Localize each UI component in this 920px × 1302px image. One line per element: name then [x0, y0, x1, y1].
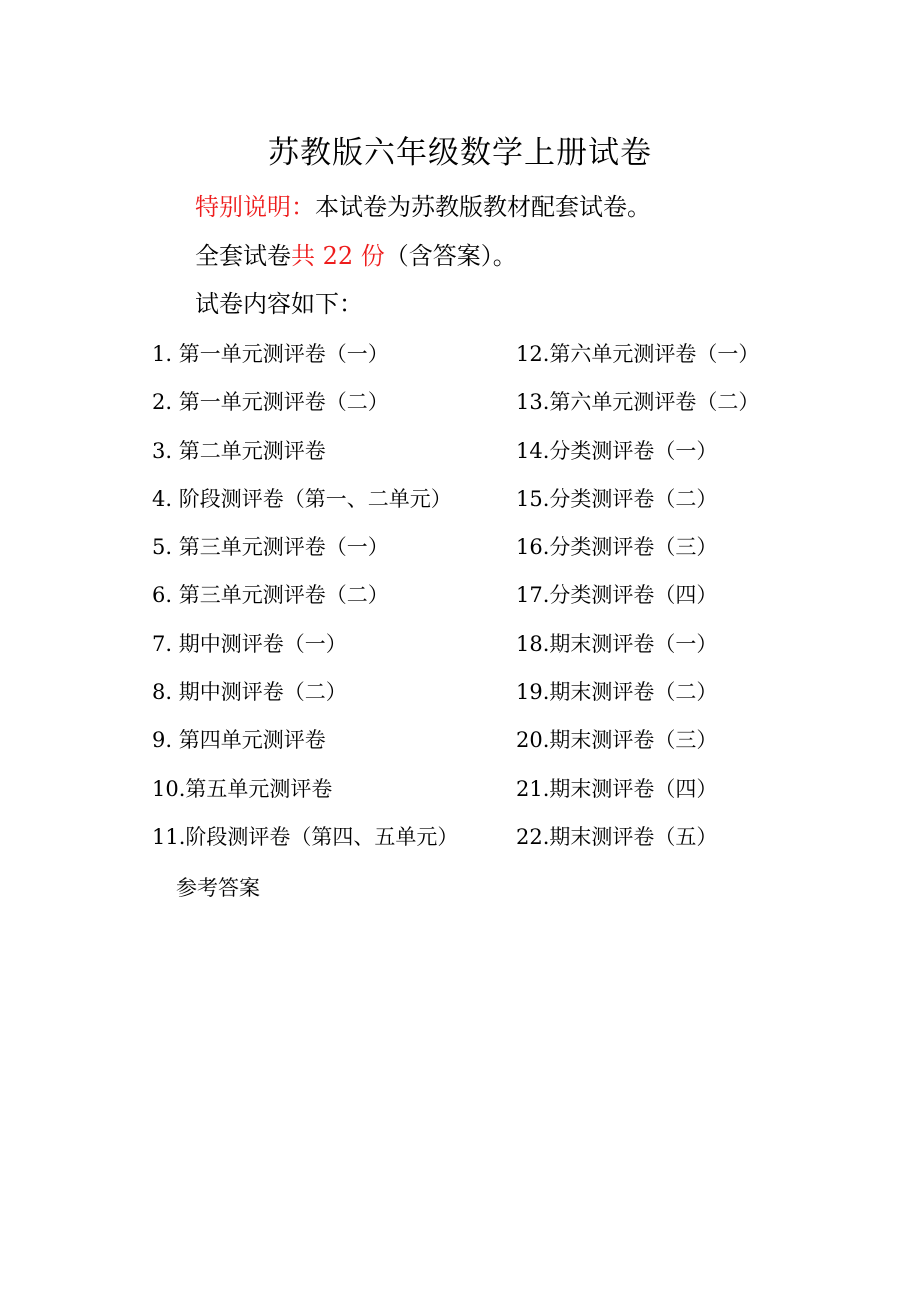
toc-item: 16.分类测评卷（三）	[516, 535, 718, 560]
toc-item: 5. 第三单元测评卷（一）	[152, 535, 389, 560]
special-note-label: 特别说明：	[195, 193, 315, 221]
set-suffix: （含答案）。	[384, 242, 517, 270]
special-note-text: 本试卷为苏教版教材配套试卷。	[315, 193, 651, 221]
toc-item: 9. 第四单元测评卷	[152, 728, 326, 753]
toc-item: 15.分类测评卷（二）	[516, 486, 718, 511]
toc-item: 3. 第二单元测评卷	[152, 438, 326, 463]
document-title: 苏教版六年级数学上册试卷	[268, 135, 652, 171]
set-count: 共 22 份	[291, 242, 385, 270]
set-prefix: 全套试卷	[195, 242, 291, 270]
special-note-line	[195, 187, 651, 227]
toc-left-column	[152, 332, 512, 863]
toc-item: 7. 期中测评卷（一）	[152, 631, 347, 656]
toc-item: 4. 阶段测评卷（第一、二单元）	[152, 486, 452, 511]
toc-item: 2. 第一单元测评卷（二）	[152, 390, 389, 415]
contents-heading: 试卷内容如下：	[195, 290, 363, 318]
toc-item: 10.第五单元测评卷	[152, 776, 333, 801]
toc-item: 13.第六单元测评卷（二）	[516, 390, 760, 415]
toc-item: 19.期末测评卷（二）	[516, 680, 718, 705]
toc-item: 20.期末测评卷（三）	[516, 728, 718, 753]
answer-key-label: 参考答案	[176, 876, 260, 900]
toc-item: 18.期末测评卷（一）	[516, 631, 718, 656]
toc-item: 22.期末测评卷（五）	[516, 824, 718, 849]
toc-item: 1. 第一单元测评卷（一）	[152, 342, 389, 366]
toc-item: 6. 第三单元测评卷（二）	[152, 583, 389, 608]
set-count-line	[195, 236, 517, 276]
toc-item: 11.阶段测评卷（第四、五单元）	[152, 824, 459, 849]
toc-right-column	[516, 332, 856, 863]
toc-item: 21.期末测评卷（四）	[516, 776, 718, 801]
toc-item: 8. 期中测评卷（二）	[152, 680, 347, 705]
toc-item: 17.分类测评卷（四）	[516, 583, 718, 608]
toc-item: 14.分类测评卷（一）	[516, 438, 718, 463]
toc-item: 12.第六单元测评卷（一）	[516, 342, 760, 366]
